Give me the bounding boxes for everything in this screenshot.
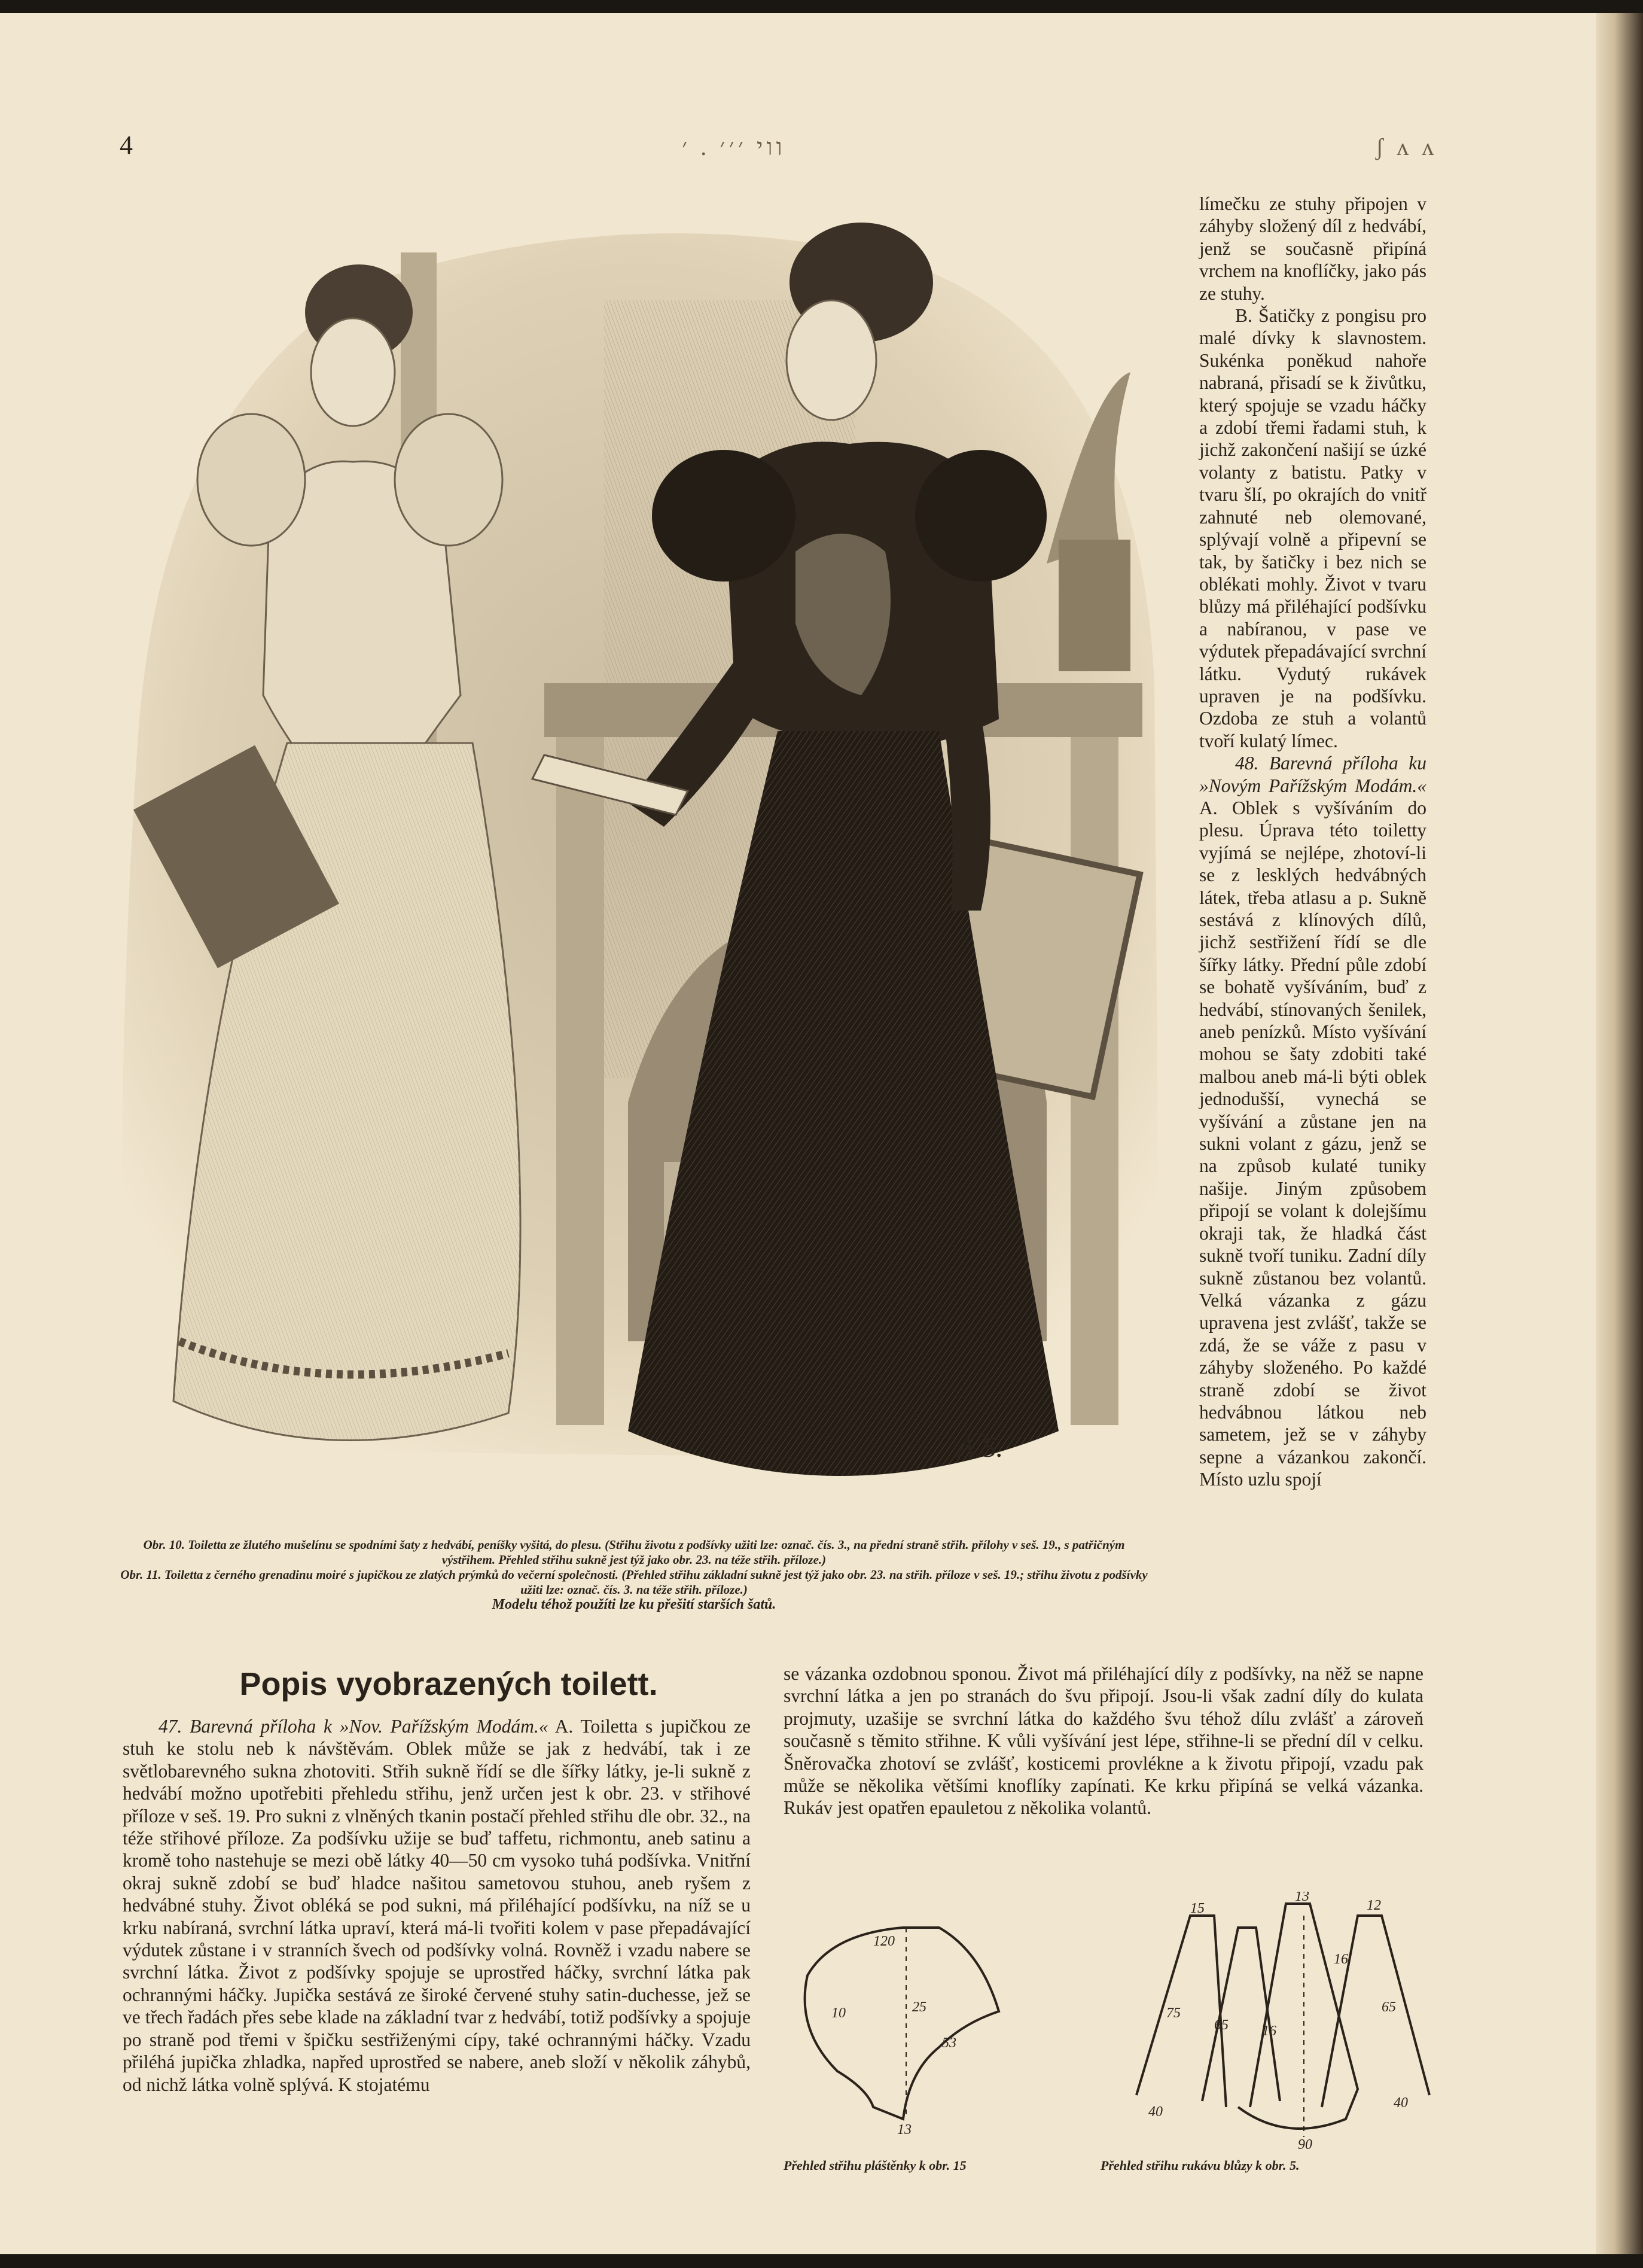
sleeve-label-16b: 16	[1334, 1952, 1348, 1967]
magazine-page	[0, 13, 1609, 2254]
sleeve-label-13: 13	[1295, 1892, 1309, 1904]
sleeve-label-90: 90	[1298, 2137, 1312, 2153]
sleeve-label-75: 75	[1166, 2005, 1181, 2021]
cape-label-120: 120	[873, 1934, 895, 1949]
page-number: 4	[120, 130, 133, 160]
paragraph-47-label: 47. Barevná příloha k »Nov. Pařížským Modám.«	[158, 1716, 548, 1737]
middle-paragraph: se vázanka ozdobnou sponou. Život má přiléhající díly z podšívky, na něž se napne svrchní látka a jen po stranách do švu připojí. Jsou-li však zadní díly do kulata projmuty, uzašije se svrchní látka do každého švu téhož dílu zvlášť a zároveň současně s těmito střihne. K vůli vyšívání jest lépe, střihne-li se přední díl v celku. Šněrovačka zhotoví se zvlášť, kosticemi provlékne a k životu připojí, vzadu pak může se několika většími knoflíky zapínati. Ke krku připíná se velká vázanka. Rukáv jest opatřen epauletou z několika volantů.	[784, 1663, 1423, 1819]
paragraph-b-girls-dress: B. Šatičky z pongisu pro malé dívky k slavnostem. Sukénka poněkud nahoře nabraná, přisadí se k živůtku, který spojuje se vzadu háčky a zdobí třemi řadami stuh, k jichž zakončení našijí se úzké volanty z batistu. Patky v tvaru šlí, po okrajích do vnitř zahnuté neb olemované, splývají volně a připevní se tak, by šatičky i bez nich se oblékati mohly. Život v tvaru blůzy má přiléhající podšívku a nabíranou, v pase ve výdutek přepadávající svrchní látku. Vydutý rukávek upraven je na podšívku. Ozdoba ze stuh a volantů tvoří kulatý límec.	[1199, 305, 1426, 751]
left-column	[123, 1715, 751, 2096]
pattern-figures	[784, 1892, 1453, 2191]
section-heading: Popis vyobrazených toilett.	[239, 1666, 658, 1702]
sleeve-label-15: 15	[1190, 1901, 1205, 1916]
cape-pattern-caption: Přehled střihu pláštěnky k obr. 15	[784, 2158, 967, 2173]
sleeve-label-16a: 16	[1262, 2023, 1276, 2039]
paragraph-48-label: 48. Barevná příloha ku »Novým Pařížským Modám.«	[1199, 753, 1426, 796]
paragraph-47-text: A. Toiletta s jupičkou ze stuh ke stolu neb k návštěvám. Oblek může se jak z hedvábí, tak i ze světlobarevného sukna zhotoviti. Střih sukně řídí se dle šířky látky, je-li sukně z hedvábí možno upotřebiti přehledu střihu, jenž určen jest k obr. 23. v střihové příloze v seš. 19. Pro sukni z vlněných tkanin postačí přehled střihu dle obr. 32., na téže střihové příloze. Za podšívku užije se buď taffetu, richmontu, aneb satinu a kromě toho nastehuje se mezi obě látky 40—50 cm vysoko tuhá podšívka. Vnitřní okraj sukně zdobí se buď hladce našitou sametovou stuhou, aneb ryšem z hedvábné stuhy. Život obléká se pod sukni, má přiléhající podšívku, na níž se u krku nabíraná, svrchní látka upraví, která má-li tvořiti kolem v pase přepadávající výdutek zůstane i v stranních švech od podšívky volná. Rovněž i vzadu nabere se svrchní látka. Život z podšívky spojuje se uprostřed háčky, svrchní látka pak ochrannými háčky. Jupička sestává ze široké červené stuhy satin-duchesse, jež se ve třech řadách přes sebe klade na základní tvar z hedvábí, totiž podšívky a spojuje po straně pod třemi v špičku sestřiženými cípy, také ochrannými háčky. Vzadu přiléhá jupička zhladka, napřed uprostřed se nabere, aneb složí v několik záhybů, od nichž látka volně splývá. K stojatému	[123, 1716, 751, 2095]
cape-label-13: 13	[897, 2122, 912, 2138]
right-column	[1199, 193, 1426, 1491]
cape-pattern	[805, 1928, 999, 2119]
header-mark-center: ווי ׳׳׳ . ׳	[682, 133, 786, 160]
paragraph-48-text: A. Oblek s vyšíváním do plesu. Úprava této toiletty vyjímá se nejlépe, zhotoví-li se z lesklých hedvábných látek, třeba atlasu a p. Sukně sestává z klínových dílů, jichž sestřižení řídí se dle šířky látky. Přední půle zdobí se bohatě vyšíváním, buď z hedvábí, stínovaných šenilek, aneb penízků. Místo vyšívání mohou se šaty zdobiti také malbou aneb má-li býti oblek jednodušší, vynechá se vyšívání a zůstane jen na sukni volant z gázu, jenž se na způsob kulaté tuniky našije. Jiným způsobem připojí se volant k dolejšímu okraji tak, že hladká část sukně tvoří tuniku. Zadní díly sukně zůstanou bez volantů. Velká vázanka z gázu upravena jest zvlášť, takže se zdá, že se váže z pasu v záhyby složeného. Po každé straně zdobí se život hedvábnou látkou neb sametem, jež se v záhyby sepne a vázankou zakončí. Místo uzlu spojí	[1199, 797, 1426, 1490]
illustration-caption	[117, 1538, 1151, 1612]
fashion-engraving	[90, 205, 1166, 1509]
caption-obr-10: Obr. 10. Toiletta ze žlutého mušelínu se spodními šaty z hedvábí, peníšky vyšitá, do plesu. (Střihu životu z podšívky užiti lze: označ. čís. 3., na přední straně střih. přílohy v seš. 19., s patřičným výstřihem. Přehled střihu sukně jest týž jako obr. 23. na téže střih. příloze.)	[143, 1538, 1125, 1567]
sleeve-label-40a: 40	[1148, 2104, 1163, 2120]
right-column-intro: límečku ze stuhy připojen v záhyby složený díl z hedvábí, jenž se současně připíná vrchem na knoflíčky, jako pás ze stuhy.	[1199, 193, 1426, 304]
cape-label-53: 53	[942, 2035, 956, 2051]
caption-obr-11: Obr. 11. Toiletta z černého grenadinu moiré s jupičkou ze zlatých prýmků do večerní společnosti. (Přehled střihu základní sukně jest týž jako obr. 23. na střih. příloze v seš. 19.; střihu životu z podšívky užiti lze: označ. čís. 3. na téže střih. příloze.)	[120, 1567, 1148, 1597]
pattern-drawings	[784, 1892, 1453, 2179]
sleeve-pattern-caption: Přehled střihu rukávu blůzy k obr. 5.	[1101, 2158, 1300, 2173]
cape-label-10: 10	[831, 2005, 846, 2021]
header-mark-right: ʃ ʌ ʌ	[1376, 133, 1438, 160]
sleeve-label-65a: 65	[1214, 2017, 1229, 2033]
sleeve-label-12: 12	[1367, 1898, 1381, 1913]
sleeve-label-65b: 65	[1382, 1999, 1396, 2015]
sleeve-label-40b: 40	[1394, 2095, 1408, 2111]
caption-model-note: Modelu téhož použíti lze ku přešití starších šatů.	[492, 1597, 776, 1612]
cape-label-25: 25	[912, 1999, 926, 2015]
artist-signature: A.S.	[957, 1432, 1004, 1463]
book-spine-edge	[1596, 13, 1643, 2254]
engraving-drawing	[90, 205, 1166, 1509]
